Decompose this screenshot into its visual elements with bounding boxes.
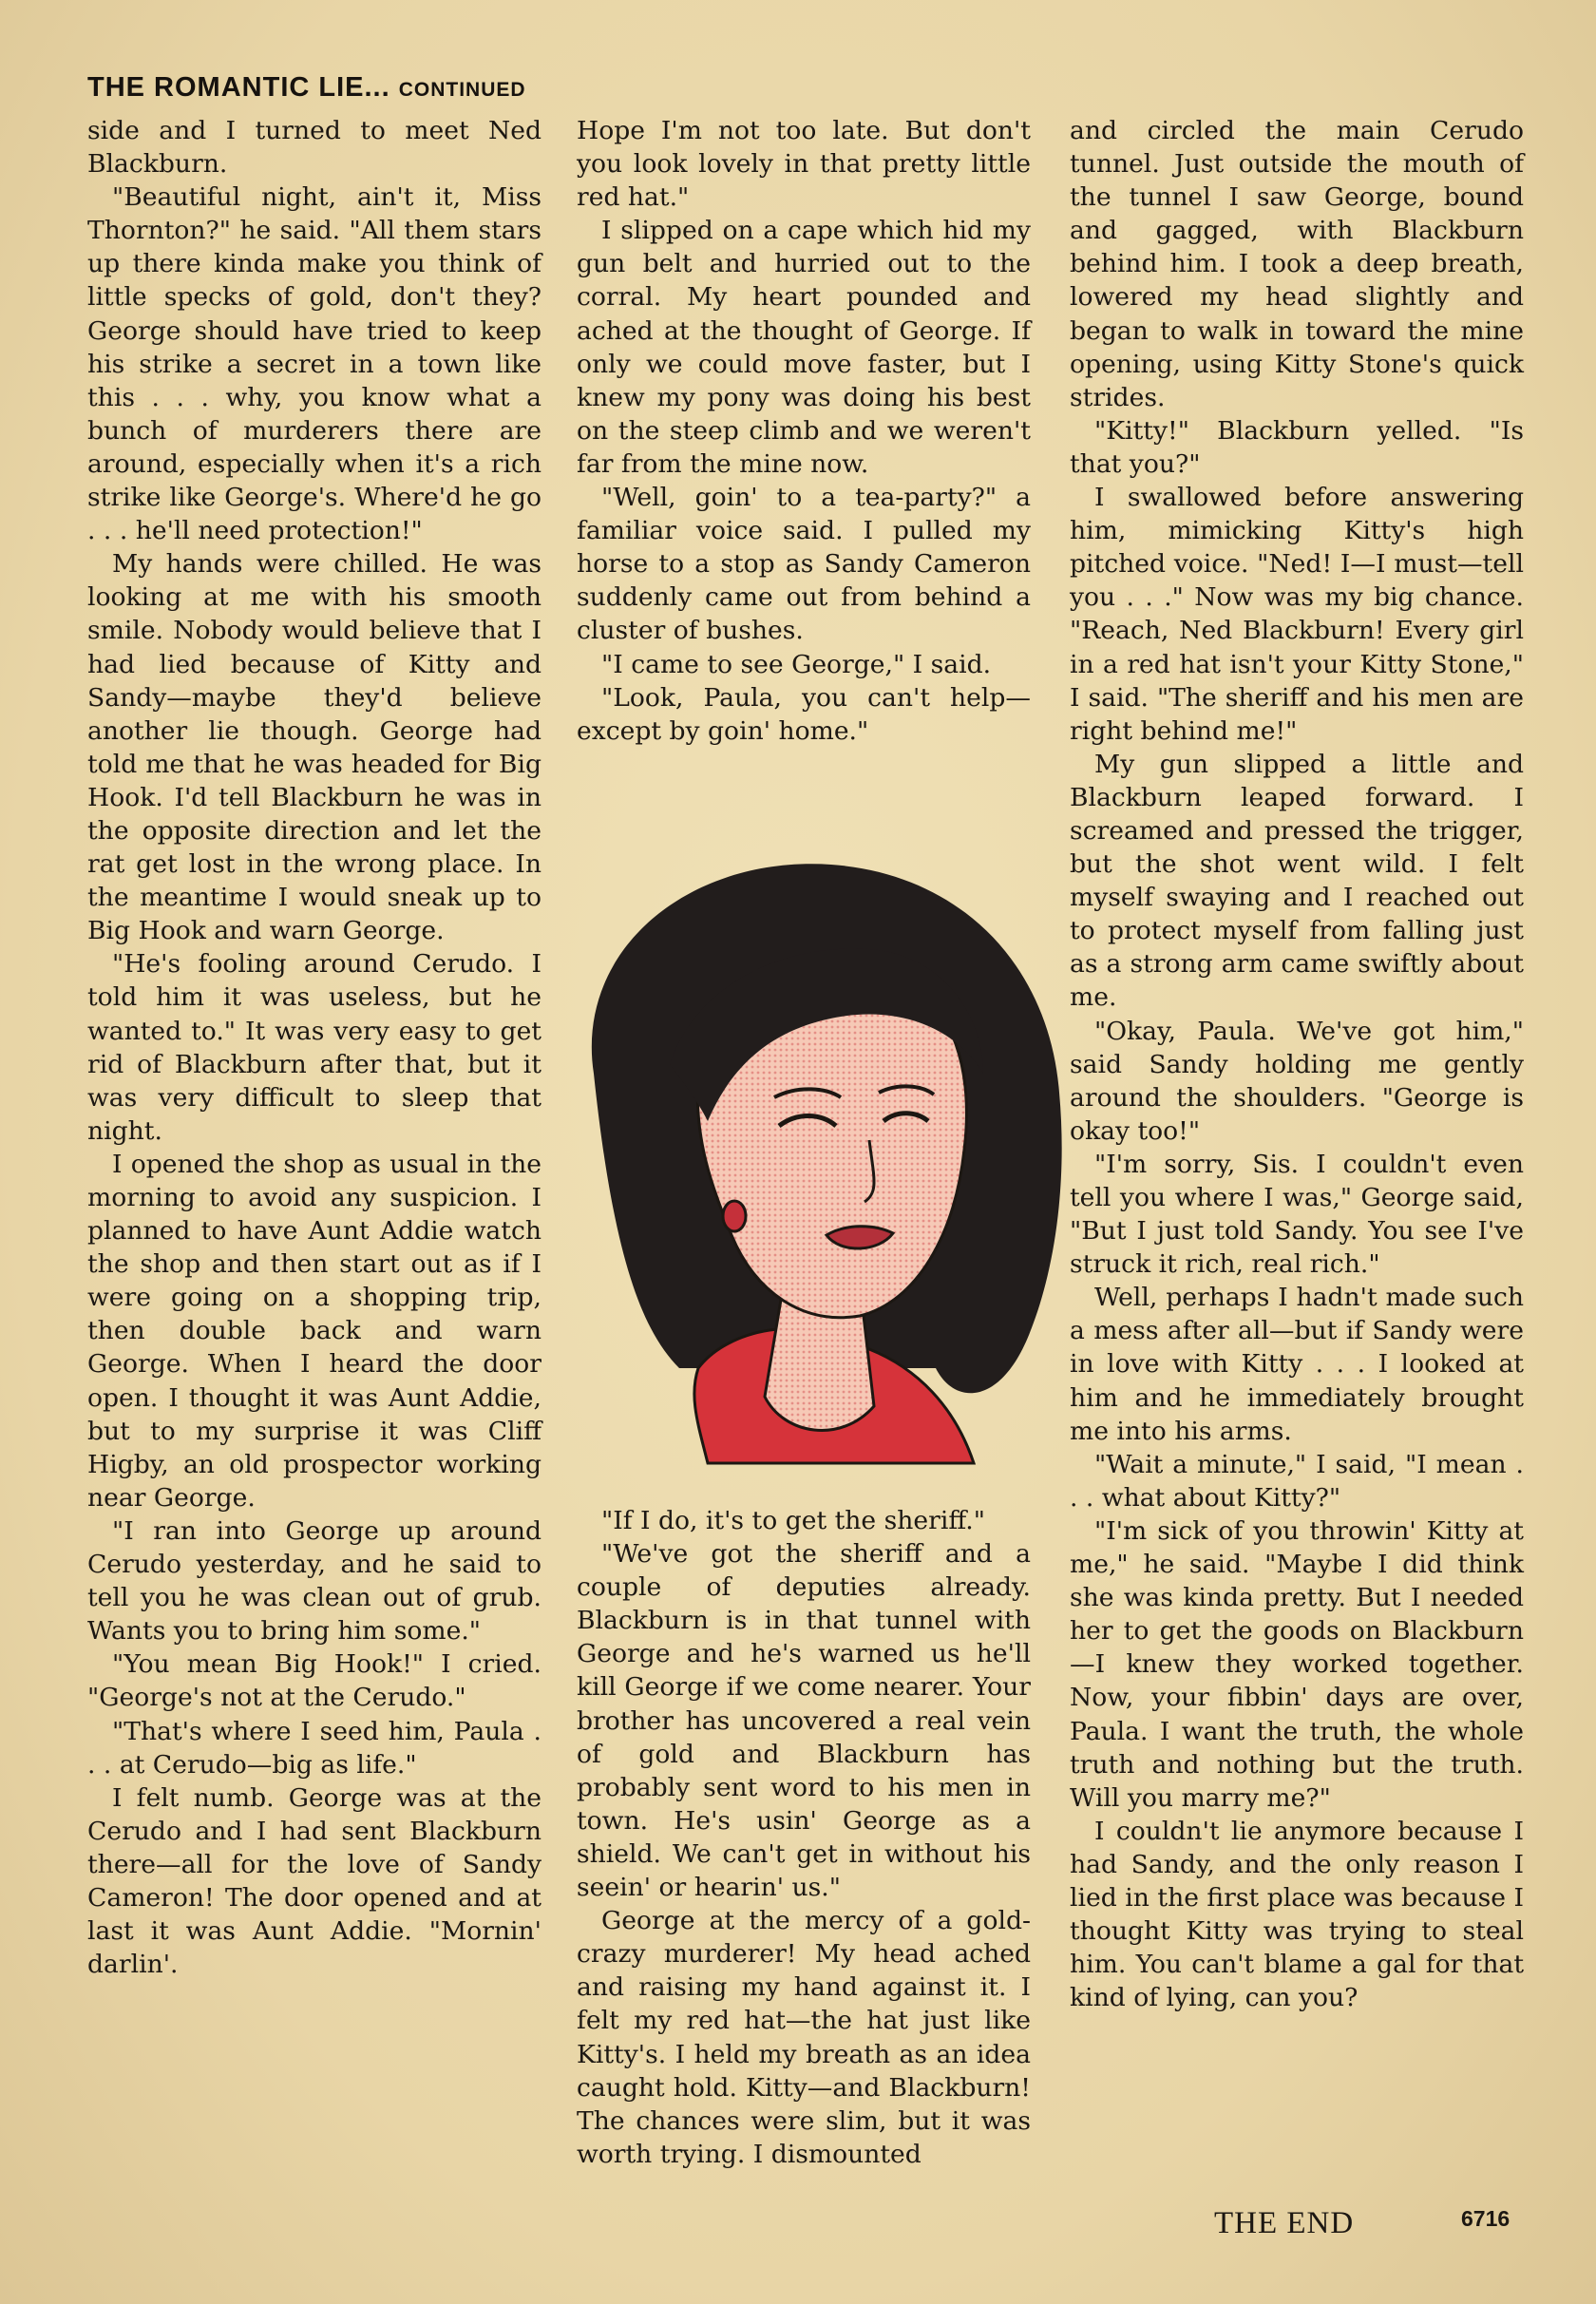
paragraph: "He's fooling around Cerudo. I told him it was useless, but he wanted to." It was very easy to get rid of Blackburn after that, but it was very difficult to sleep that night.	[87, 949, 542, 1146]
paragraph: "I came to see George," I said.	[601, 649, 992, 679]
earring	[723, 1201, 746, 1231]
text-column-1	[87, 114, 542, 1981]
paragraph: and circled the main Cerudo tunnel. Just outside the mouth of the tunnel I saw George, bound and gagged, with Blackburn behind him. I took a deep breath, lowered my head slightly and began to walk in toward the mine opening, using Kitty Stone's quick strides.	[1070, 116, 1524, 412]
paragraph: "We've got the sheriff and a couple of deputies already. Blackburn is in that tunnel with George and he's warned us he'll kill George if we come nearer. Your brother has uncovered a real vein of gold and Blackburn has probably sent word to his men in town. He's usin' George as a shield. We can't get in without his seein' or hearin' us."	[577, 1539, 1031, 1903]
text-column-2-top	[577, 114, 1031, 748]
the-end-label: THE END	[1214, 2206, 1355, 2240]
paragraph: "Well, goin' to a tea-party?" a familiar voice said. I pulled my horse to a stop as Sandy Cameron suddenly came out from behind a cluster of bushes.	[577, 483, 1031, 646]
paragraph: I slipped on a cape which hid my gun belt and hurried out to the corral. My heart pounded and ached at the thought of George. If only we could move faster, but I knew my pony was doing his best on the steep climb and we weren't far from the mine now.	[577, 216, 1031, 479]
paragraph: "Wait a minute," I said, "I mean . . . what about Kitty?"	[1070, 1449, 1524, 1513]
paragraph: Hope I'm not too late. But don't you look lovely in that pretty little red hat."	[577, 116, 1031, 213]
paragraph: My hands were chilled. He was looking at me with his smooth smile. Nobody would believe that I had lied because of Kitty and Sandy—maybe they'd believe another lie though. George had told me that he was headed for Big Hook. I'd tell Blackburn he was in the opposite direction and let the rat get lost in the wrong place. In the meantime I would sneak up to Big Hook and warn George.	[87, 549, 542, 946]
paragraph: "That's where I seed him, Paula . . . at Cerudo—big as life."	[87, 1716, 542, 1780]
paragraph: I couldn't lie anymore because I had Sandy, and the only reason I lied in the first place was because I thought Kitty was trying to steal him. You can't blame a gal for that kind of lying, can you?	[1070, 1816, 1524, 2013]
paragraph: "I'm sorry, Sis. I couldn't even tell you where I was," George said, "But I just told Sandy. You see I've struck it rich, real rich."	[1070, 1149, 1524, 1280]
paragraph: "Okay, Paula. We've got him," said Sandy holding me gently around the shoulders. "George is okay too!"	[1070, 1016, 1524, 1146]
continued-label: CONTINUED	[398, 79, 526, 101]
paragraph: I opened the shop as usual in the morning to avoid any suspicion. I planned to have Aunt Addie watch the shop and then start out as if I were going on a shopping trip, then double back and warn George. When I heard the door open. I thought it was Aunt Addie, but to my surprise it was Cliff Higby, an old prospector working near George.	[87, 1149, 542, 1513]
paragraph: side and I turned to meet Ned Blackburn.	[87, 116, 542, 180]
paragraph: I felt numb. George was at the Cerudo and I had sent Blackburn there—all for the love of Sandy Cameron! The door opened and at last it was Aunt Addie. "Mornin' darlin'.	[87, 1782, 542, 1980]
page-code: 6716	[1461, 2206, 1510, 2231]
paragraph: "I'm sick of you throwin' Kitty at me," he said. "Maybe I did think she was kinda pretty. But I needed her to get the goods on Blackburn—I knew they worked together. Now, your fibbin' days are over, Paula. I want the truth, the whole truth and nothing but the truth. Will you marry me?"	[1070, 1515, 1524, 1813]
paragraph: My gun slipped a little and Blackburn leaped forward. I screamed and pressed the trigger, but the shot went wild. I felt myself swaying and I reached out to protect myself from falling just as a strong arm came swiftly about me.	[1070, 749, 1524, 1013]
story-title: THE ROMANTIC LIE...	[87, 72, 390, 103]
paragraph: "I ran into George up around Cerudo yesterday, and he said to tell you he was clean out of grub. Wants you to bring him some."	[87, 1515, 542, 1647]
paragraph: George at the mercy of a gold-crazy murderer! My head ached and raising my hand against it. I felt my red hat—the hat just like Kitty's. I held my breath as an idea caught hold. Kitty—and Blackburn! The chances were slim, but it was worth trying. I dismounted	[577, 1906, 1031, 2169]
paragraph: "Kitty!" Blackburn yelled. "Is that you?"	[1070, 415, 1524, 479]
paragraph: "If I do, it's to get the sheriff."	[601, 1506, 985, 1535]
paragraph: "Look, Paula, you can't help—except by goin' home."	[577, 682, 1031, 746]
paragraph: "You mean Big Hook!" I cried. "George's not at the Cerudo."	[87, 1649, 542, 1713]
text-column-2-bottom	[577, 1504, 1031, 2171]
woman-portrait-illustration	[556, 836, 1069, 1492]
paragraph: I swallowed before answering him, mimicking Kitty's high pitched voice. "Ned! I—I must—tell you . . ." Now was my big chance. "Reach, Ned Blackburn! Every girl in a red hat isn't your Kitty Stone," I said. "The sheriff and his men are right behind me!"	[1070, 483, 1524, 746]
paragraph: Well, perhaps I hadn't made such a mess after all—but if Sandy were in love with Kitty . . . I looked at him and he immediately brought me into his arms.	[1070, 1283, 1524, 1446]
paragraph: "Beautiful night, ain't it, Miss Thornton?" he said. "All them stars up there kinda make you think of little specks of gold, don't they? George should have tried to keep his strike a secret in a town like this . . . why, you know what a bunch of murderers there are around, especially when it's a rich strike like George's. Where'd he go . . . he'll need protection!"	[87, 182, 542, 546]
story-header	[87, 72, 526, 104]
text-column-3	[1070, 114, 1524, 2014]
